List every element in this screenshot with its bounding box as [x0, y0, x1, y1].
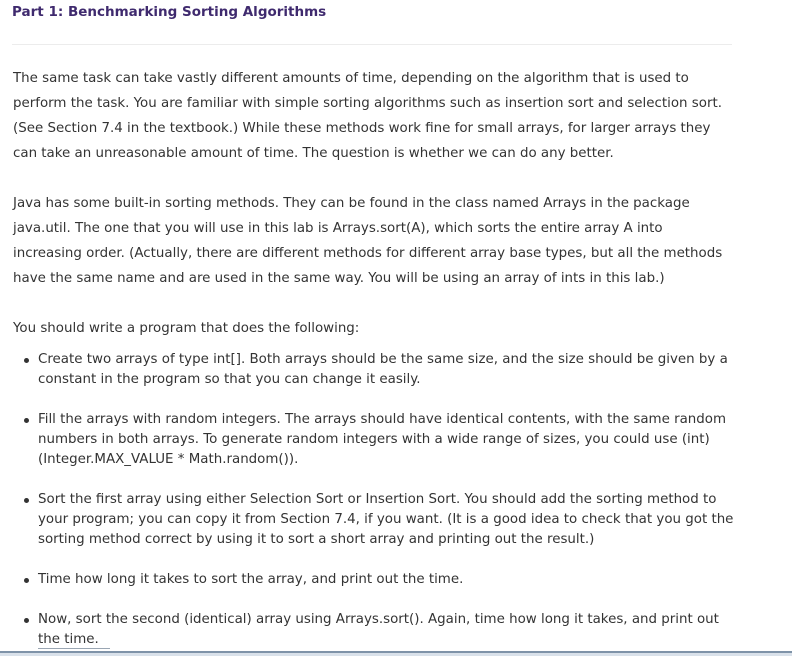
- list-item: [38, 490, 738, 550]
- bullet-icon: [24, 618, 29, 623]
- list-item-text: Sort the first array using either Selection Sort or Insertion Sort. You should add the sorting method to your program; you can copy it from Section 7.4, if you want. (It is a good idea to check that you got the sorting method correct by using it to sort a short array and printing out the result.): [38, 492, 734, 547]
- list-item-text: Now, sort the second (identical) array using Arrays.sort(). Again, time how long it takes, and print out the time.: [38, 612, 719, 647]
- title-divider: [12, 44, 732, 45]
- intro-paragraph: The same task can take vastly different amounts of time, depending on the algorithm that is used to perform the task. You are familiar with simple sorting algorithms such as insertion sort and selection sort. (See Section 7.4 in the textbook.) While these methods work fine for small arrays, for larger arrays they can take an unreasonable amount of time. The question is whether we can do any better.: [13, 71, 722, 161]
- bullet-icon: [24, 498, 29, 503]
- list-item: [38, 410, 738, 470]
- program-instructions-lead: You should write a program that does the following:: [13, 321, 360, 336]
- java-sort-paragraph: Java has some built-in sorting methods. They can be found in the class named Arrays in the package java.util. The one that you will use in this lab is Arrays.sort(A), which sorts the entire array A into increasing order. (Actually, there are different methods for different array base types, but all the methods have the same name and are used in the same way. You will be using an array of ints in this lab.): [13, 196, 723, 286]
- list-item-text: Time how long it takes to sort the array, and print out the time.: [38, 572, 464, 587]
- list-item: [38, 610, 738, 650]
- bullet-icon: [24, 418, 29, 423]
- bullet-icon: [24, 578, 29, 583]
- list-item-text: Create two arrays of type int[]. Both arrays should be the same size, and the size should be given by a constant in the program so that you can change it easily.: [38, 352, 728, 387]
- list-item: [38, 570, 738, 590]
- list-item-text: Fill the arrays with random integers. The arrays should have identical contents, with the same random numbers in both arrays. To generate random integers with a wide range of sizes, you could use (int)(Integer.MAX_VALUE * Math.random()).: [38, 412, 727, 467]
- bullet-icon: [24, 358, 29, 363]
- list-item: [38, 350, 738, 390]
- section-title: Part 1: Benchmarking Sorting Algorithms: [12, 4, 327, 20]
